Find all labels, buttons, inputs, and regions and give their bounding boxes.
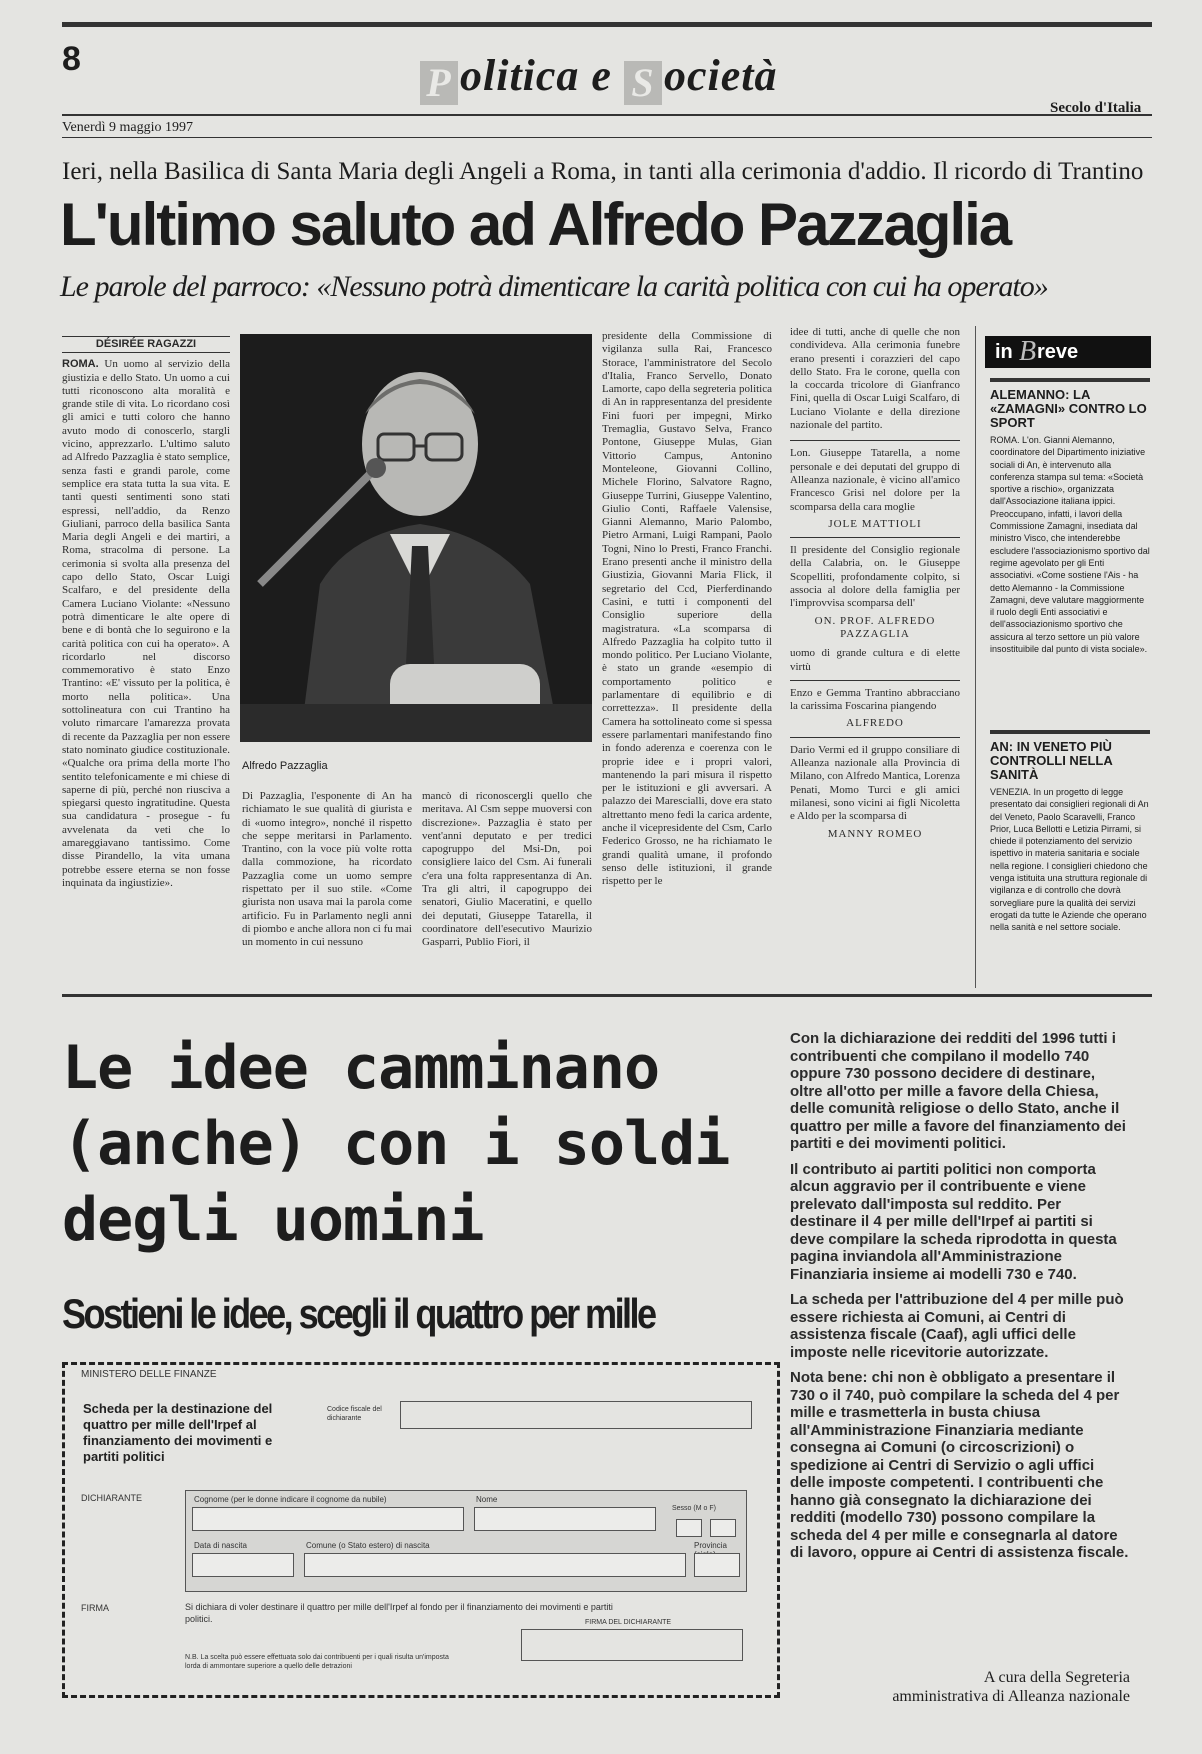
section-title bbox=[420, 50, 777, 105]
breve-item-1 bbox=[990, 378, 1150, 722]
provincia-field[interactable] bbox=[694, 1553, 740, 1577]
portrait-illustration bbox=[240, 334, 592, 742]
in-breve-header bbox=[985, 336, 1151, 368]
form-ministry: MINISTERO DELLE FINANZE bbox=[81, 1369, 217, 1380]
nascita-label: Data di nascita bbox=[194, 1541, 247, 1550]
form-heading: Scheda per la destinazione del quattro per mille dell'Irpef al finanziamento dei movimenti e partiti politici bbox=[83, 1401, 273, 1464]
form-note: N.B. La scelta può essere effettuata solo dai contribuenti per i quali risulta un'imposta lorda di ammontare superiore a quello delle detrazioni bbox=[185, 1654, 449, 1670]
comune-label: Comune (o Stato estero) di nascita bbox=[306, 1541, 430, 1550]
ad-title-line-1: Le idee camminano bbox=[62, 1033, 660, 1103]
provincia-label: Provincia bbox=[694, 1541, 727, 1550]
ad-paragraph-4: Nota bene: chi non è obbligato a presentare il 730 o il 740, può compilare la scheda del 4 per mille e trasmetterla in busta chiusa all'Amministrazione Finanziaria mediante consegna ai Comuni (o circoscrizioni) o spedizione ai Centri di Servizio o agli uffici delle imposte competenti. I contribuenti che hanno già consegnato la dichiarazione dei redditi (modello 730) possono compilare la scheda del 4 per mille e consegnarla al datore di lavoro, oppure ai Centri di assistenza fiscale. bbox=[790, 1369, 1129, 1561]
breve-item-2-title: AN: IN VENETO PIÙ CONTROLLI NELLA SANITÀ bbox=[990, 739, 1113, 782]
notice-1-text: Lon. Giuseppe Tatarella, a nome personale e dei deputati del gruppo di Alleanza nazionale, è vicino all'amico Francesco Grisi nel dolore per la scomparsa della cara moglie bbox=[790, 447, 960, 513]
sesso-field-f[interactable] bbox=[710, 1519, 736, 1537]
dichiarante-label: DICHIARANTE bbox=[81, 1493, 143, 1503]
nome-field[interactable] bbox=[474, 1507, 656, 1531]
breve-item-2 bbox=[990, 730, 1150, 990]
notice-5-text: Dario Vermi ed il gruppo consiliare di Alleanza nazionale alla Provincia di Milano, con Alfredo Mantica, Lorenza Penati, Momo Turci e gli amici milanesi, sono vicini ai figli Nicoletta e Aldo per la scomparsa di bbox=[790, 743, 960, 823]
firma-field[interactable] bbox=[521, 1629, 743, 1661]
codice-fiscale-field[interactable] bbox=[400, 1401, 752, 1429]
section-initial-p: P bbox=[420, 61, 458, 105]
ad-paragraph-3: La scheda per l'attribuzione del 4 per mille può essere richiesta ai Comuni, ai Centri di assistenza fiscale (Caaf), agli uffici delle imposte nelle ricevitorie autorizzate. bbox=[790, 1291, 1124, 1361]
codice-fiscale-label: Codice fiscale del dichiarante bbox=[327, 1406, 382, 1422]
photo-caption: Alfredo Pazzaglia bbox=[242, 760, 328, 772]
notice-3-text: uomo di grande cultura e di elette virtù bbox=[790, 647, 960, 673]
data-nascita-field[interactable] bbox=[192, 1553, 294, 1577]
issue-date: Venerdì 9 maggio 1997 bbox=[62, 120, 194, 135]
sidebar-divider bbox=[975, 326, 976, 988]
notice-5-signature: MANNY ROMEO bbox=[827, 827, 923, 840]
article-column-4 bbox=[790, 326, 960, 986]
article-column-3 bbox=[602, 330, 772, 976]
portrait-photo bbox=[240, 334, 592, 742]
firma-label: FIRMA bbox=[81, 1603, 109, 1613]
notice-1-signature: JOLE MATTIOLI bbox=[828, 517, 922, 530]
column-4-text: idee di tutti, anche di quelle che non condivideva. Alla cerimonia funebre erano presenti i corazzieri del capo dello Stato. Fra le corone, quella con la coccarda tricolore di Gianfranco Fini, quella di Oscar Luigi Scalfaro, di Luciano Violante e della direzione nazionale del partito. bbox=[790, 326, 960, 432]
column-1-text: Un uomo al servizio della giustizia e dello Stato. Un uomo a cui tutti riconoscono alta moralità e grande stile di vita. Lo ricordano così gli amici e tutti coloro che hanno avuto modo di conoscerlo, stargli vicino, apprezzarlo. L'ultimo saluto ad Alfredo Pazzaglia è stato semplice, senza fasti e grandi parole, come semplice era stata tutta la sua vita. E tanti questi sentimenti sono stati espressi, nell'addio, da Renzo Giuliani, parroco della basilica Santa Maria degli Angeli e dei martiri, a Roma, stracolma di persone. La cerimonia si svolta alla presenza del capo dello Stato, Oscar Luigi Scalfaro, e del presidente della Camera Luciano Violante: «Nessuno potrà dimenticare le alte opere di bene e di bontà che lo seguirono e la carità politica con cui ha operato». A ricordarlo nel discorso commemorativo è stato Enzo Trantino: «E' vissuto per la politica, è morto nella politica». Una sottolineatura con cui Trantino ha voluto rimarcare l'amarezza provata di recente da Pazzaglia per non essere stato nominato giudice costituzionale. «Qualche ora prima della morte l'ho sentito telefonicamente e mi chiese di saperne di più, perché non riusciva a spiegarsi questo ingratitudine. Questa sua candidatura - prosegue - fu avvelenata da veti che lo amareggiavano tantissimo. Come disse Pirandello, la vita umana potrebbe essere eterna se non fosse inquinata da ingiustizie». bbox=[62, 358, 230, 889]
firma-dichiarante-label: FIRMA DEL DICHIARANTE bbox=[585, 1619, 672, 1626]
section-initial-s: S bbox=[624, 61, 662, 105]
tax-form bbox=[62, 1362, 780, 1698]
notice-2-text: Il presidente del Consiglio regionale della Calabria, on. le Giuseppe Scopelliti, profondamente colpito, si associa al dolore della famiglia per l'improvvisa scomparsa dell' bbox=[790, 544, 960, 610]
in-breve-label-in: in bbox=[995, 341, 1013, 363]
byline: DÉSIRÉE RAGAZZI bbox=[62, 336, 230, 353]
ad-paragraph-2: Il contributo ai partiti politici non comporta alcun aggravio per il contribuente e viene prelevato dall'imposta sul reddito. Per destinare il 4 per mille dell'Irpef ai partiti si deve compilare la scheda riprodotta in questa pagina inviandola all'Amministrazione Finanziaria insieme ai modelli 730 e 740. bbox=[790, 1160, 1117, 1283]
ad-paragraph-1: Con la dichiarazione dei redditi del 1996 tutti i contribuenti che compilano il modello 740 oppure 730 possono decidere di destinare, oltre all'otto per mille a favore della Chiesa, delle comunità religiose o dello Stato, anche il quattro per mille a favore del finanziamento dei partiti e dei movimenti politici. bbox=[790, 1030, 1126, 1152]
date-rule bbox=[62, 137, 1152, 138]
sesso-label: Sesso (M o F) bbox=[672, 1505, 716, 1512]
article-subhead: Le parole del parroco: «Nessuno potrà dimenticare la carità politica con cui ha operato» bbox=[60, 270, 1048, 303]
column-3-text: presidente della Commissione di vigilanza sulla Rai, Francesco Storace, l'amministratore del Secolo d'Italia, Franco Servello, Donato Lamorte, capo della segreteria politica di An in rappresentanza del presidente Fini fuori per impegni, Mirko Tremaglia, Gustavo Selva, Franco Pontone, Giuseppe Mulas, Gian Vittorio Campus, Antonino Monteleone, Giovanni Collino, Michele Florino, Salvatore Ragno, Giuseppe Turrini, Giuseppe Valentino, Giulio Conti, Raffaele Valensise, Gianni Alemanno, Mario Palombo, Pietro Armani, Luigi Rampani, Paolo Togni, Nino lo Presti, Franco Franchi. Erano presenti anche il ministro della Giustizia, Giovanni Maria Flick, il segretario del Ccd, Pierferdinando Casini, e tutti i componenti del Consiglio superiore della magistratura. «La scomparsa di Alfredo Pazzaglia ha colpito tutto il mondo politico. Per Luciano Violante, è stato un grande «esempio di comportamento politico e parlamentare di equilibrio e di correttezza». Il presidente della Camera ha sottolineato come si spessa essere parlamentari manifestando fino in fondo aderenza e coerenza con le proprie idee e i propri valori, mantenendo la pari misura il rispetto per le istituzioni e gli avversari. A palazzo dei Marescialli, dove era stato altrettanto meno fedi la carica ardente, anche il vicepresidente del Csm, Carlo Federico Grosso, ne ha richiamato le grandi qualità umane, il profondo senso delle istituzioni, il grande rispetto per le bbox=[602, 330, 772, 888]
in-breve-label-b: B bbox=[1019, 336, 1037, 367]
breve-item-2-text: VENEZIA. In un progetto di legge presentato dai consiglieri regionali di An del Veneto, Paolo Scaravelli, Franco Prior, Luca Bellotti e Letizia Pirrami, si chiede il potenziamento del servizio ispettivo in materia sanitaria e sociale nella regione. I consiglieri chiedono che venga istituita una struttura regionale di vigilanza e di controllo che dovrà sorvegliare pure la qualità dei servizi erogati da tutte le Aziende che operano nella sanità e nel settore sociale. bbox=[990, 787, 1149, 933]
dateline: ROMA. bbox=[62, 358, 99, 371]
column-2-text: Di Pazzaglia, l'esponente di An ha richiamato le sue qualità di giurista e di «uomo integro», nonché il rispetto che seppe meritarsi in Parlamento. Trantino, con la voce più volte rotta dalla commozione, ha ricordato Pazzaglia come un uomo sempre rispettato per il suo stile. «Come giurista non usava mai la parola come artificio. Fu in Parlamento negli anni di piombo e anche allora non ci fu mai un momento in cui nessuno bbox=[242, 790, 412, 949]
top-rule bbox=[62, 22, 1152, 27]
section-word-1: olitica e bbox=[460, 51, 624, 100]
notice-2-signature: ON. PROF. ALFREDO PAZZAGLIA bbox=[814, 614, 936, 640]
ad-separator bbox=[62, 994, 1152, 997]
ad-credit-line-2: amministrativa di Alleanza nazionale bbox=[892, 1688, 1130, 1705]
cognome-label: Cognome (per le donne indicare il cognome da nubile) bbox=[194, 1495, 387, 1504]
ad-body bbox=[790, 1030, 1130, 1570]
article-column-1 bbox=[62, 336, 230, 976]
ad-title-line-2: (anche) con i soldi bbox=[62, 1109, 730, 1179]
article-headline: L'ultimo saluto ad Alfredo Pazzaglia bbox=[60, 191, 1011, 258]
section-word-2: ocietà bbox=[663, 51, 778, 100]
breve-item-1-title: ALEMANNO: LA «ZAMAGNI» CONTRO LO SPORT bbox=[990, 387, 1147, 430]
newspaper-name: Secolo d'Italia bbox=[1050, 100, 1142, 116]
ad-title bbox=[62, 1030, 792, 1258]
form-declaration: Si dichiara di voler destinare il quattro per mille dell'Irpef al fondo per il finanziamento dei movimenti e partiti politici. bbox=[185, 1602, 613, 1624]
nome-label: Nome bbox=[476, 1495, 498, 1504]
comune-field[interactable] bbox=[304, 1553, 686, 1577]
cognome-field[interactable] bbox=[192, 1507, 464, 1531]
dichiarante-box bbox=[185, 1490, 747, 1592]
notice-4-signature: ALFREDO bbox=[846, 717, 904, 730]
ad-slogan: Sostieni le idee, scegli il quattro per mille bbox=[62, 1290, 655, 1337]
column-2b-text: mancò di riconoscergli quello che meritava. Al Csm seppe muoversi con discrezione». Pazzaglia è stato per vent'anni deputato e per tredici capogruppo del Msi-Dn, poi consigliere laico del Csm. Ai funerali c'era una folta rappresentanza di An. Tra gli altri, il capogruppo dei senatori, Giulio Maceratini, e quello dei deputati, Giuseppe Tatarella, il coordinatore dell'esecutivo Maurizio Gasparri, Publio Fiori, il bbox=[422, 790, 592, 949]
breve-item-1-text: ROMA. L'on. Gianni Alemanno, coordinatore del Dipartimento iniziative sociali di An, è intervenuto alla conferenza stampa sul tema: «Società sportive a rischio», organizzata dall'Associazione italiana ippici. Preoccupano, infatti, i lavori della Commissione Zamagni, insediata dal ministro Visco, che intenderebbe escludere l'associazionismo sportivo dal regime agevolato per gli Enti associativi. «Come sostiene l'Ais - ha detto Alemanno - la Commissione Zamagni, deve valutare maggiormente il ruolo degli Enti associativi e dell'associazionismo sportivo che assicura al terzo settore un più valore insostituibile dal punto di vista sociale». bbox=[990, 435, 1150, 655]
page-number: 8 bbox=[62, 40, 81, 78]
article-column-2 bbox=[242, 790, 412, 976]
ad-title-line-3: degli uomini bbox=[62, 1185, 484, 1255]
article-kicker: Ieri, nella Basilica di Santa Maria degli Angeli a Roma, in tanti alla cerimonia d'addio. Il ricordo di Trantino bbox=[62, 158, 1144, 185]
ad-credit-line-1: A cura della Segreteria bbox=[983, 1669, 1130, 1686]
masthead-rule bbox=[62, 114, 1152, 116]
article-column-2b bbox=[422, 790, 592, 976]
sesso-field-m[interactable] bbox=[676, 1519, 702, 1537]
ad-credit bbox=[840, 1668, 1130, 1706]
notice-4-text: Enzo e Gemma Trantino abbracciano la carissima Foscarina piangendo bbox=[790, 686, 960, 713]
in-breve-label-rest: reve bbox=[1037, 341, 1079, 363]
